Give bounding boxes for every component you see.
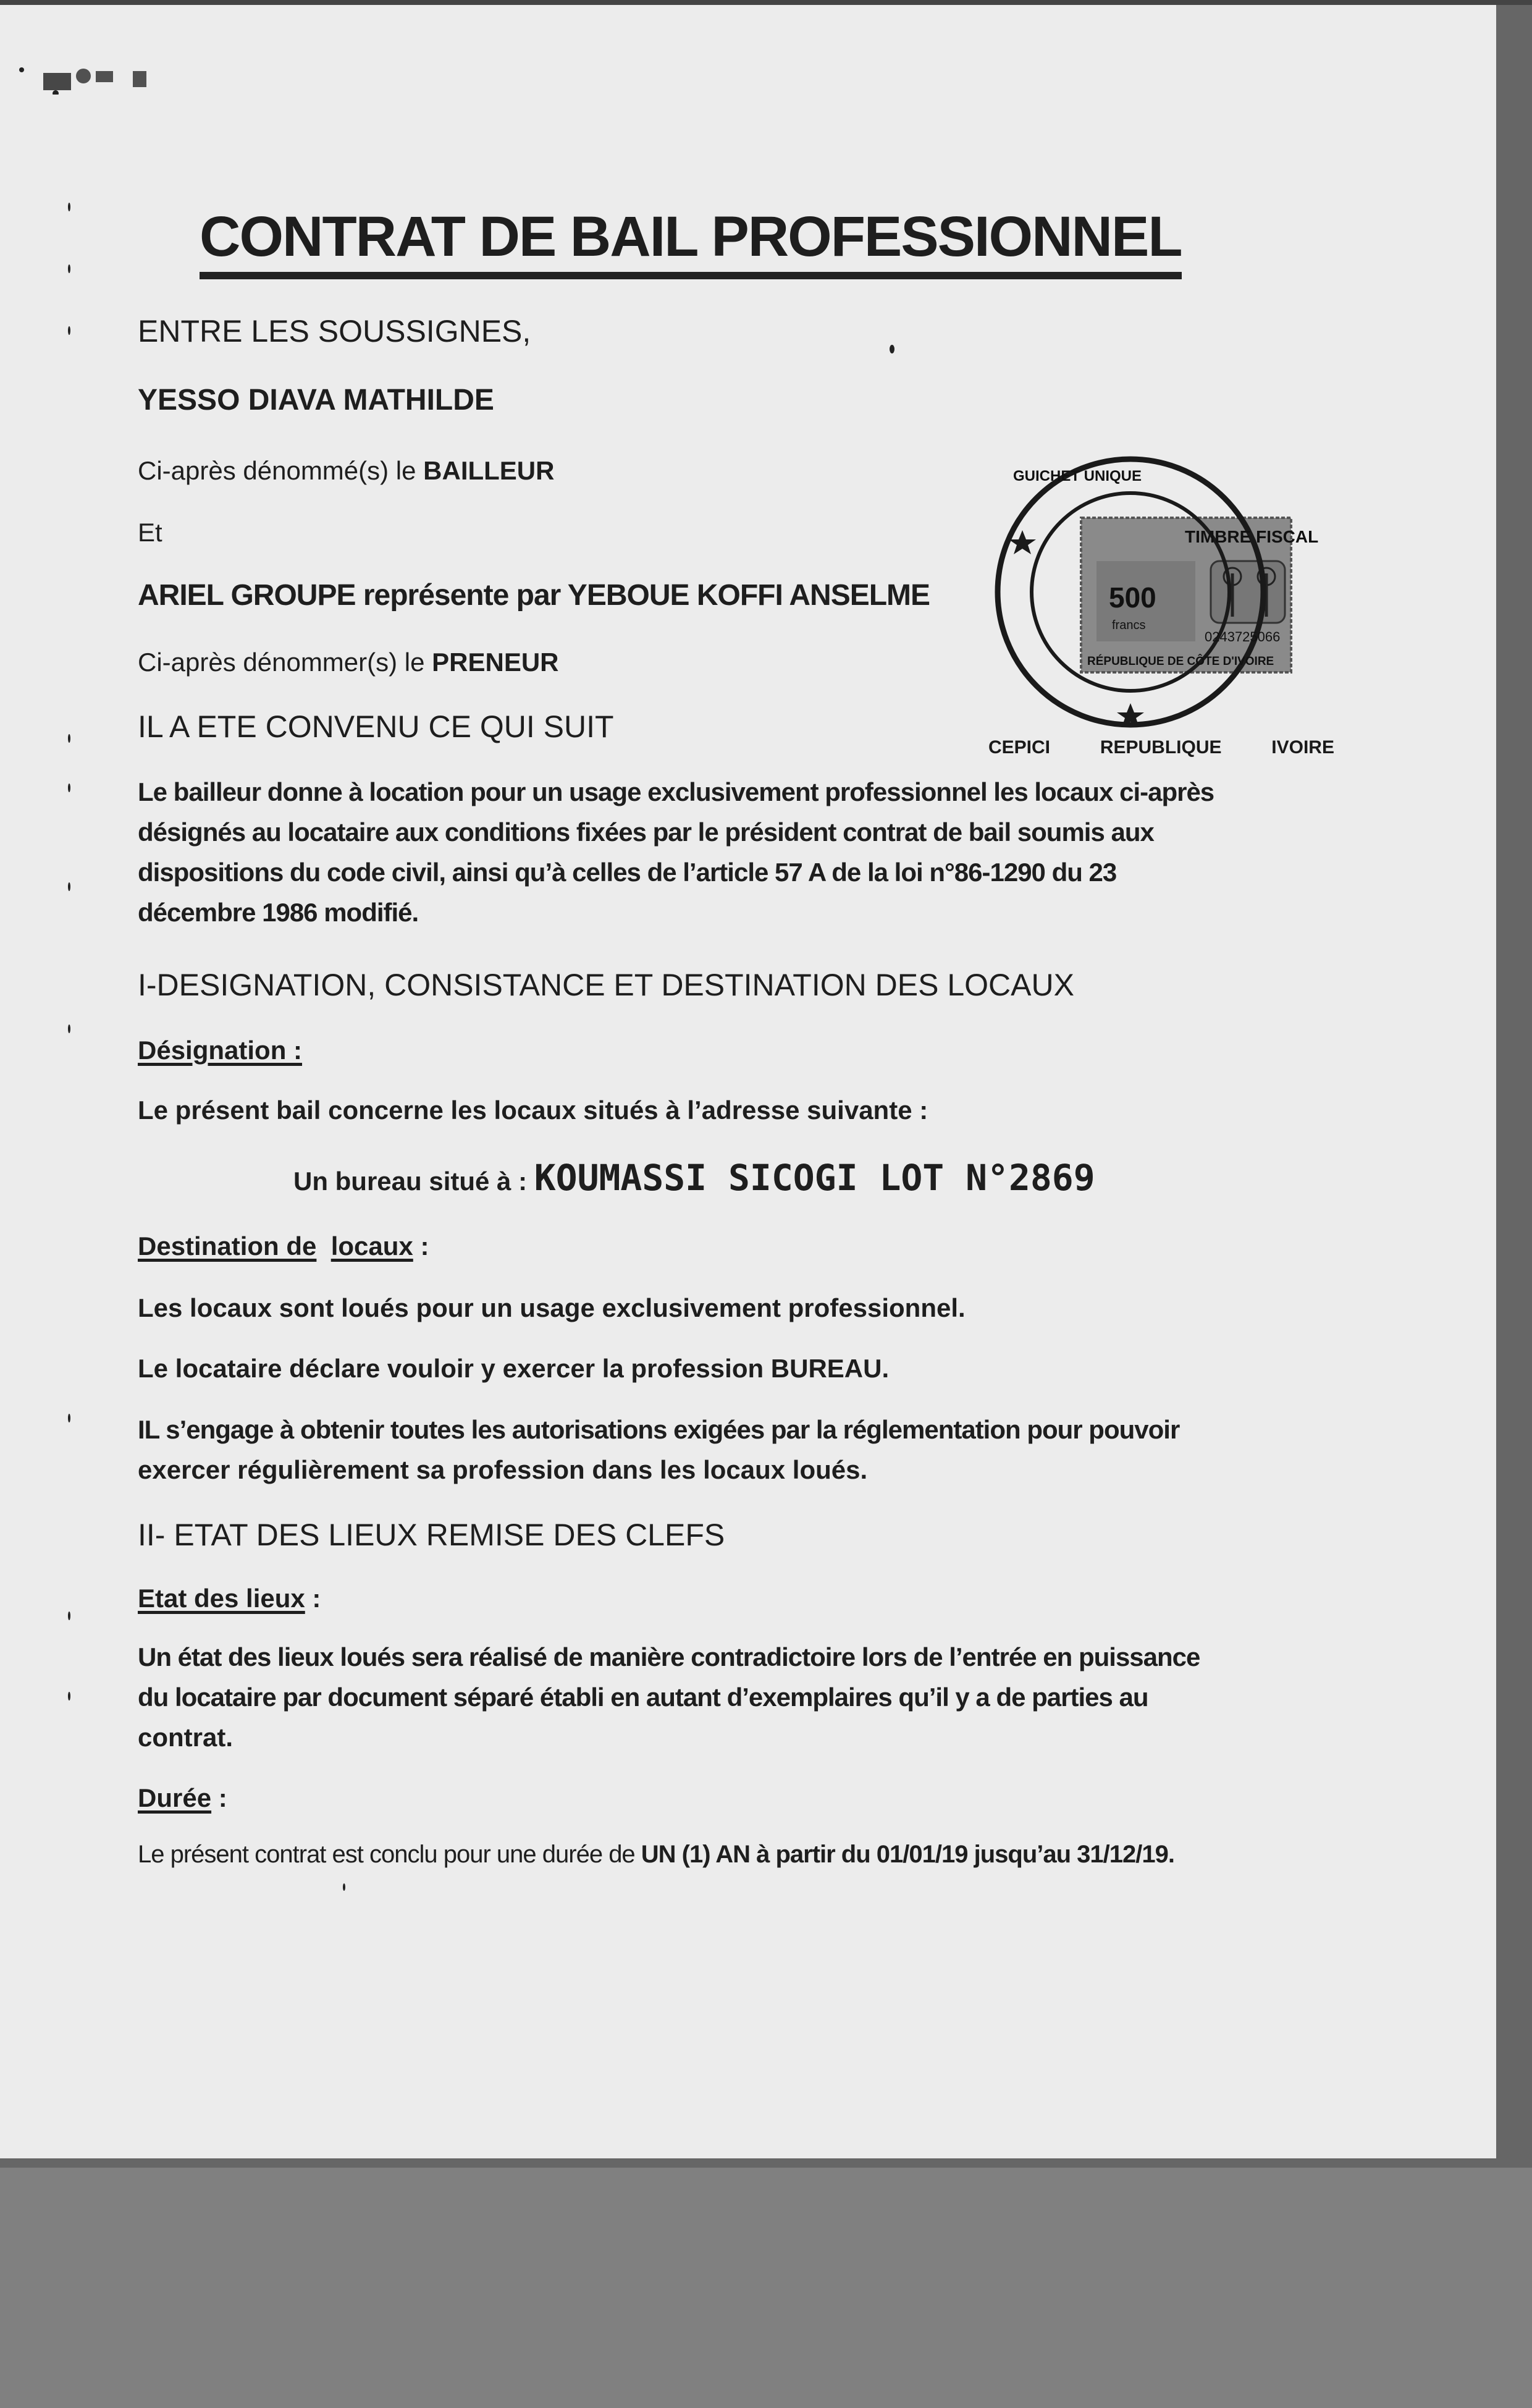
duree-prefix: Le présent contrat est conclu pour une durée de bbox=[138, 1841, 641, 1868]
duree-colon: : bbox=[211, 1783, 227, 1812]
scan-speck bbox=[68, 326, 70, 335]
destination-line: exercer régulièrement sa profession dans les locaux loués. bbox=[138, 1455, 868, 1484]
destination-line: Le locataire déclare vouloir y exercer la profession BUREAU. bbox=[138, 1354, 890, 1383]
fiscal-serial: 0243725066 bbox=[1205, 629, 1281, 644]
parties-intro: ENTRE LES SOUSSIGNES, bbox=[138, 314, 531, 349]
official-stamp bbox=[988, 437, 1334, 734]
scan-speck bbox=[890, 345, 894, 353]
fiscal-value: 500 bbox=[1109, 581, 1156, 614]
address-value: KOUMASSI SICOGI LOT N°2869 bbox=[534, 1157, 1095, 1199]
fiscal-country: RÉPUBLIQUE DE CÔTE D'IVOIRE bbox=[1087, 655, 1274, 668]
lessee-company: ARIEL GROUPE bbox=[138, 579, 356, 612]
duree-value: UN (1) AN à partir du 01/01/19 jusqu’au 31/12/19. bbox=[641, 1841, 1174, 1868]
fiscal-title: TIMBRE FISCAL bbox=[1185, 527, 1319, 546]
lessee-representative: YEBOUE KOFFI ANSELME bbox=[567, 579, 930, 612]
destination-colon: : bbox=[413, 1231, 429, 1261]
section1-heading: I-DESIGNATION, CONSISTANCE ET DESTINATION DES LOCAUX bbox=[138, 968, 1074, 1002]
etat-colon: : bbox=[305, 1584, 321, 1613]
lessee-line bbox=[138, 578, 930, 612]
conjunction-et: Et bbox=[138, 518, 162, 547]
address-prefix: Un bureau situé à : bbox=[293, 1167, 534, 1196]
etat-label bbox=[138, 1584, 321, 1613]
duree-line bbox=[138, 1840, 1174, 1869]
preamble-line: Le bailleur donne à location pour un usage exclusivement professionnel les locaux ci-après bbox=[138, 777, 1214, 806]
scan-speck bbox=[68, 882, 70, 891]
scan-speck bbox=[68, 784, 70, 792]
address-line bbox=[293, 1157, 1095, 1199]
lessee-represented-by: représente par bbox=[355, 579, 568, 612]
stamp-ring-lettering bbox=[988, 737, 1334, 758]
destination-line: Les locaux sont loués pour un usage exclusivement professionnel. bbox=[138, 1293, 966, 1322]
ink-smudge-mark bbox=[19, 64, 148, 95]
lessor-role: BAILLEUR bbox=[423, 456, 555, 485]
ring-text-left: CEPICI bbox=[988, 737, 1051, 758]
preamble-line: décembre 1986 modifié. bbox=[138, 898, 419, 927]
designation-text: Le présent bail concerne les locaux situés à l’adresse suivante : bbox=[138, 1096, 928, 1125]
scan-speck bbox=[68, 203, 70, 211]
lessor-role-line bbox=[138, 456, 554, 486]
ring-text-top: REPUBLIQUE bbox=[1100, 737, 1222, 758]
document-title: CONTRAT DE BAIL PROFESSIONNEL bbox=[200, 203, 1182, 279]
etat-line: du locataire par document séparé établi en autant d’exemplaires qu’il y a de parties au bbox=[138, 1683, 1148, 1712]
ring-text-bottom: IVOIRE bbox=[1271, 737, 1334, 758]
etat-label-text: Etat des lieux bbox=[138, 1584, 305, 1613]
etat-line: contrat. bbox=[138, 1723, 234, 1752]
scan-speck bbox=[68, 1612, 70, 1620]
preamble-line: désignés au locataire aux conditions fixées par le président contrat de bail soumis aux bbox=[138, 817, 1154, 847]
lessee-role: PRENEUR bbox=[432, 648, 559, 677]
scan-speck bbox=[68, 1024, 70, 1033]
preamble-line: dispositions du code civil, ainsi qu’à celles de l’article 57 A de la loi n°86-1290 du 23 bbox=[138, 858, 1117, 887]
duree-label-text: Durée bbox=[138, 1783, 212, 1812]
duree-label bbox=[138, 1783, 227, 1813]
scan-speck bbox=[68, 734, 70, 743]
lessor-role-prefix: Ci-après dénommé(s) le bbox=[138, 456, 424, 485]
lessee-role-prefix: Ci-après dénommer(s) le bbox=[138, 648, 432, 677]
fiscal-unit: francs bbox=[1112, 619, 1146, 632]
section2-heading: II- ETAT DES LIEUX REMISE DES CLEFS bbox=[138, 1518, 725, 1552]
document-page bbox=[0, 5, 1496, 2158]
scan-speck bbox=[343, 1883, 345, 1891]
lessee-role-line bbox=[138, 648, 559, 677]
destination-label bbox=[138, 1231, 429, 1261]
scan-speck bbox=[68, 1414, 70, 1422]
designation-label bbox=[138, 1036, 302, 1065]
scan-speck bbox=[68, 264, 70, 273]
designation-label-text: Désignation : bbox=[138, 1036, 303, 1065]
stamp-graphic bbox=[988, 437, 1334, 734]
agreed-heading: IL A ETE CONVENU CE QUI SUIT bbox=[138, 709, 614, 744]
lessor-name: YESSO DIAVA MATHILDE bbox=[138, 384, 494, 416]
destination-label-a: Destination de bbox=[138, 1231, 317, 1261]
scanner-edge bbox=[0, 0, 1532, 5]
scan-speck bbox=[68, 1692, 70, 1700]
etat-line: Un état des lieux loués sera réalisé de manière contradictoire lors de l’entrée en puissance bbox=[138, 1642, 1200, 1671]
inner-stamp-text: GUICHET UNIQUE bbox=[1013, 468, 1142, 484]
destination-label-b: locaux bbox=[330, 1231, 413, 1261]
destination-line: IL s’engage à obtenir toutes les autorisations exigées par la réglementation pour pouvoir bbox=[138, 1415, 1180, 1444]
